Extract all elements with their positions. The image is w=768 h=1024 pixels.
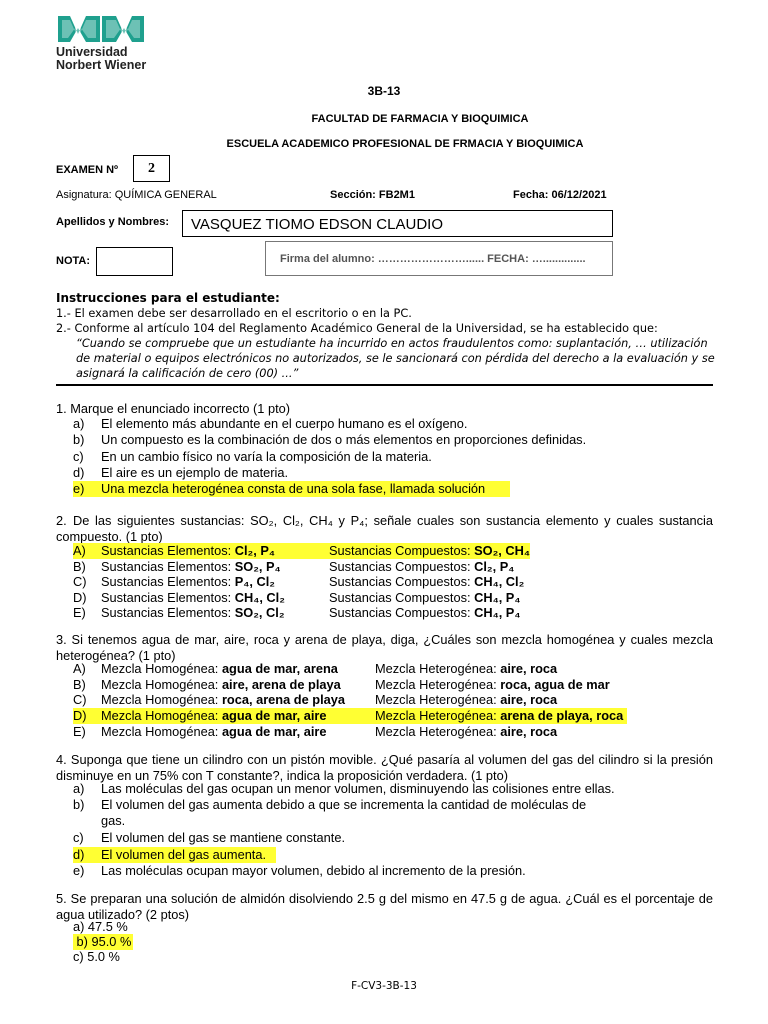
book-logo-icon bbox=[56, 14, 146, 44]
q5-option-a: a) 47.5 % bbox=[73, 919, 128, 934]
question-2: 2. De las siguientes sustancias: SO₂, Cl₂, CH₄ y P₄; señale cuales son sustancia elemento y cuales sustancia compuesto. (1 pto) bbox=[56, 513, 713, 544]
q1-option-c: c) En un cambio físico no varía la composición de la materia. bbox=[73, 449, 432, 464]
signature-box[interactable]: Firma del alumno: ……………………...... FECHA: ….............. bbox=[265, 241, 613, 276]
q4-option-b: b) El volumen del gas aumenta debido a que se incrementa la cantidad de moléculas de bbox=[73, 797, 587, 812]
date-label: Fecha: 06/12/2021 bbox=[513, 189, 607, 201]
regulation-quote: “Cuando se compruebe que un estudiante ha incurrido en actos fraudulentos como: suplantación, … utilización de material o equipos electrónicos no autorizados, se le sancionará con pérdida del derecho a la evaluación y se asignará la calificación de cero (00) ...” bbox=[76, 337, 715, 380]
divider bbox=[56, 384, 713, 386]
subject-label: Asignatura: QUÍMICA GENERAL bbox=[56, 189, 217, 201]
q5-option-c: c) 5.0 % bbox=[73, 949, 120, 964]
university-logo bbox=[56, 14, 146, 49]
university-name: Universidad Norbert Wiener bbox=[56, 45, 147, 72]
q3-option-c: C) Mezcla Homogénea: roca, arena de playa Mezcla Heterogénea: aire, roca bbox=[73, 692, 558, 707]
q2-option-b: B) Sustancias Elementos: SO₂, P₄ Sustancias Compuestos: Cl₂, P₄ bbox=[73, 559, 515, 574]
question-3: 3. Si tenemos agua de mar, aire, roca y arena de playa, diga, ¿Cuáles son mezcla homogénea y cuales mezcla heterogénea? (1 pto) bbox=[56, 632, 713, 663]
q1-option-a: a) El elemento más abundante en el cuerpo humano es el oxígeno. bbox=[73, 416, 468, 431]
name-label: Apellidos y Nombres: bbox=[56, 216, 170, 228]
q3-option-a: A) Mezcla Homogénea: agua de mar, arena Mezcla Heterogénea: aire, roca bbox=[73, 661, 558, 676]
faculty-title: FACULTAD DE FARMACIA Y BIOQUIMICA bbox=[311, 113, 529, 125]
q3-option-b: B) Mezcla Homogénea: aire, arena de playa Mezcla Heterogénea: roca, agua de mar bbox=[73, 677, 610, 692]
section-label: Sección: FB2M1 bbox=[330, 189, 415, 201]
question-1: 1. Marque el enunciado incorrecto (1 pto) bbox=[56, 401, 291, 416]
grade-field[interactable] bbox=[96, 247, 173, 276]
instruction-item-1: 1.- El examen debe ser desarrollado en el escritorio o en la PC. bbox=[56, 307, 412, 320]
q2-option-d: D) Sustancias Elementos: CH₄, Cl₂ Sustancias Compuestos: CH₄, P₄ bbox=[73, 590, 521, 605]
footer-code: F-CV3-3B-13 bbox=[351, 980, 417, 992]
q1-option-d: d) El aire es un ejemplo de materia. bbox=[73, 465, 289, 480]
question-5: 5. Se preparan una solución de almidón disolviendo 2.5 g del mismo en 47.5 g de agua. ¿Cuál es el porcentaje de agua utilizado? (2 ptos) bbox=[56, 891, 713, 922]
q1-option-e: e) Una mezcla heterogénea consta de una sola fase, llamada solución bbox=[73, 481, 510, 497]
q4-option-d: d) El volumen del gas aumenta. bbox=[73, 847, 276, 863]
q4-option-b-cont: gas. bbox=[101, 813, 126, 828]
q3-option-d: D) Mezcla Homogénea: agua de mar, aire Mezcla Heterogénea: arena de playa, roca bbox=[73, 708, 627, 724]
exam-number-box: 2 bbox=[133, 155, 170, 182]
question-4: 4. Suponga que tiene un cilindro con un pistón movible. ¿Qué pasaría al volumen del gas del cilindro si la presión disminuye en un 75% con T constante?, indica la proposición verdadera. (1 pto) bbox=[56, 752, 713, 783]
name-field[interactable]: VASQUEZ TIOMO EDSON CLAUDIO bbox=[182, 210, 613, 237]
grade-label: NOTA: bbox=[56, 255, 91, 267]
q4-option-c: c) El volumen del gas se mantiene constante. bbox=[73, 830, 345, 845]
school-title: ESCUELA ACADEMICO PROFESIONAL DE FRMACIA Y BIOQUIMICA bbox=[226, 138, 584, 150]
q2-option-c: C) Sustancias Elementos: P₄, Cl₂ Sustancias Compuestos: CH₄, Cl₂ bbox=[73, 574, 525, 589]
q1-option-b: b) Un compuesto es la combinación de dos o más elementos en proporciones definidas. bbox=[73, 432, 587, 447]
q2-option-e: E) Sustancias Elementos: SO₂, Cl₂ Sustancias Compuestos: CH₄, P₄ bbox=[73, 605, 521, 620]
q5-option-b: b) 95.0 % bbox=[73, 934, 132, 949]
exam-label: EXAMEN Nº bbox=[56, 164, 119, 176]
instructions bbox=[56, 291, 716, 381]
document-code: 3B-13 bbox=[367, 84, 401, 98]
q4-option-e: e) Las moléculas ocupan mayor volumen, debido al incremento de la presión. bbox=[73, 863, 526, 878]
instructions-title: Instrucciones para el estudiante: bbox=[56, 291, 280, 305]
q2-option-a: A) Sustancias Elementos: Cl₂, P₄ Sustancias Compuestos: SO₂, CH₄ bbox=[73, 543, 530, 558]
q3-option-e: E) Mezcla Homogénea: agua de mar, aire Mezcla Heterogénea: aire, roca bbox=[73, 724, 558, 739]
q4-option-a: a) Las moléculas del gas ocupan un menor volumen, disminuyendo las colisiones entre ellas. bbox=[73, 781, 615, 796]
instruction-item-2: 2.- Conforme al artículo 104 del Reglamento Académico General de la Universidad, se ha establecido que: bbox=[56, 322, 658, 335]
